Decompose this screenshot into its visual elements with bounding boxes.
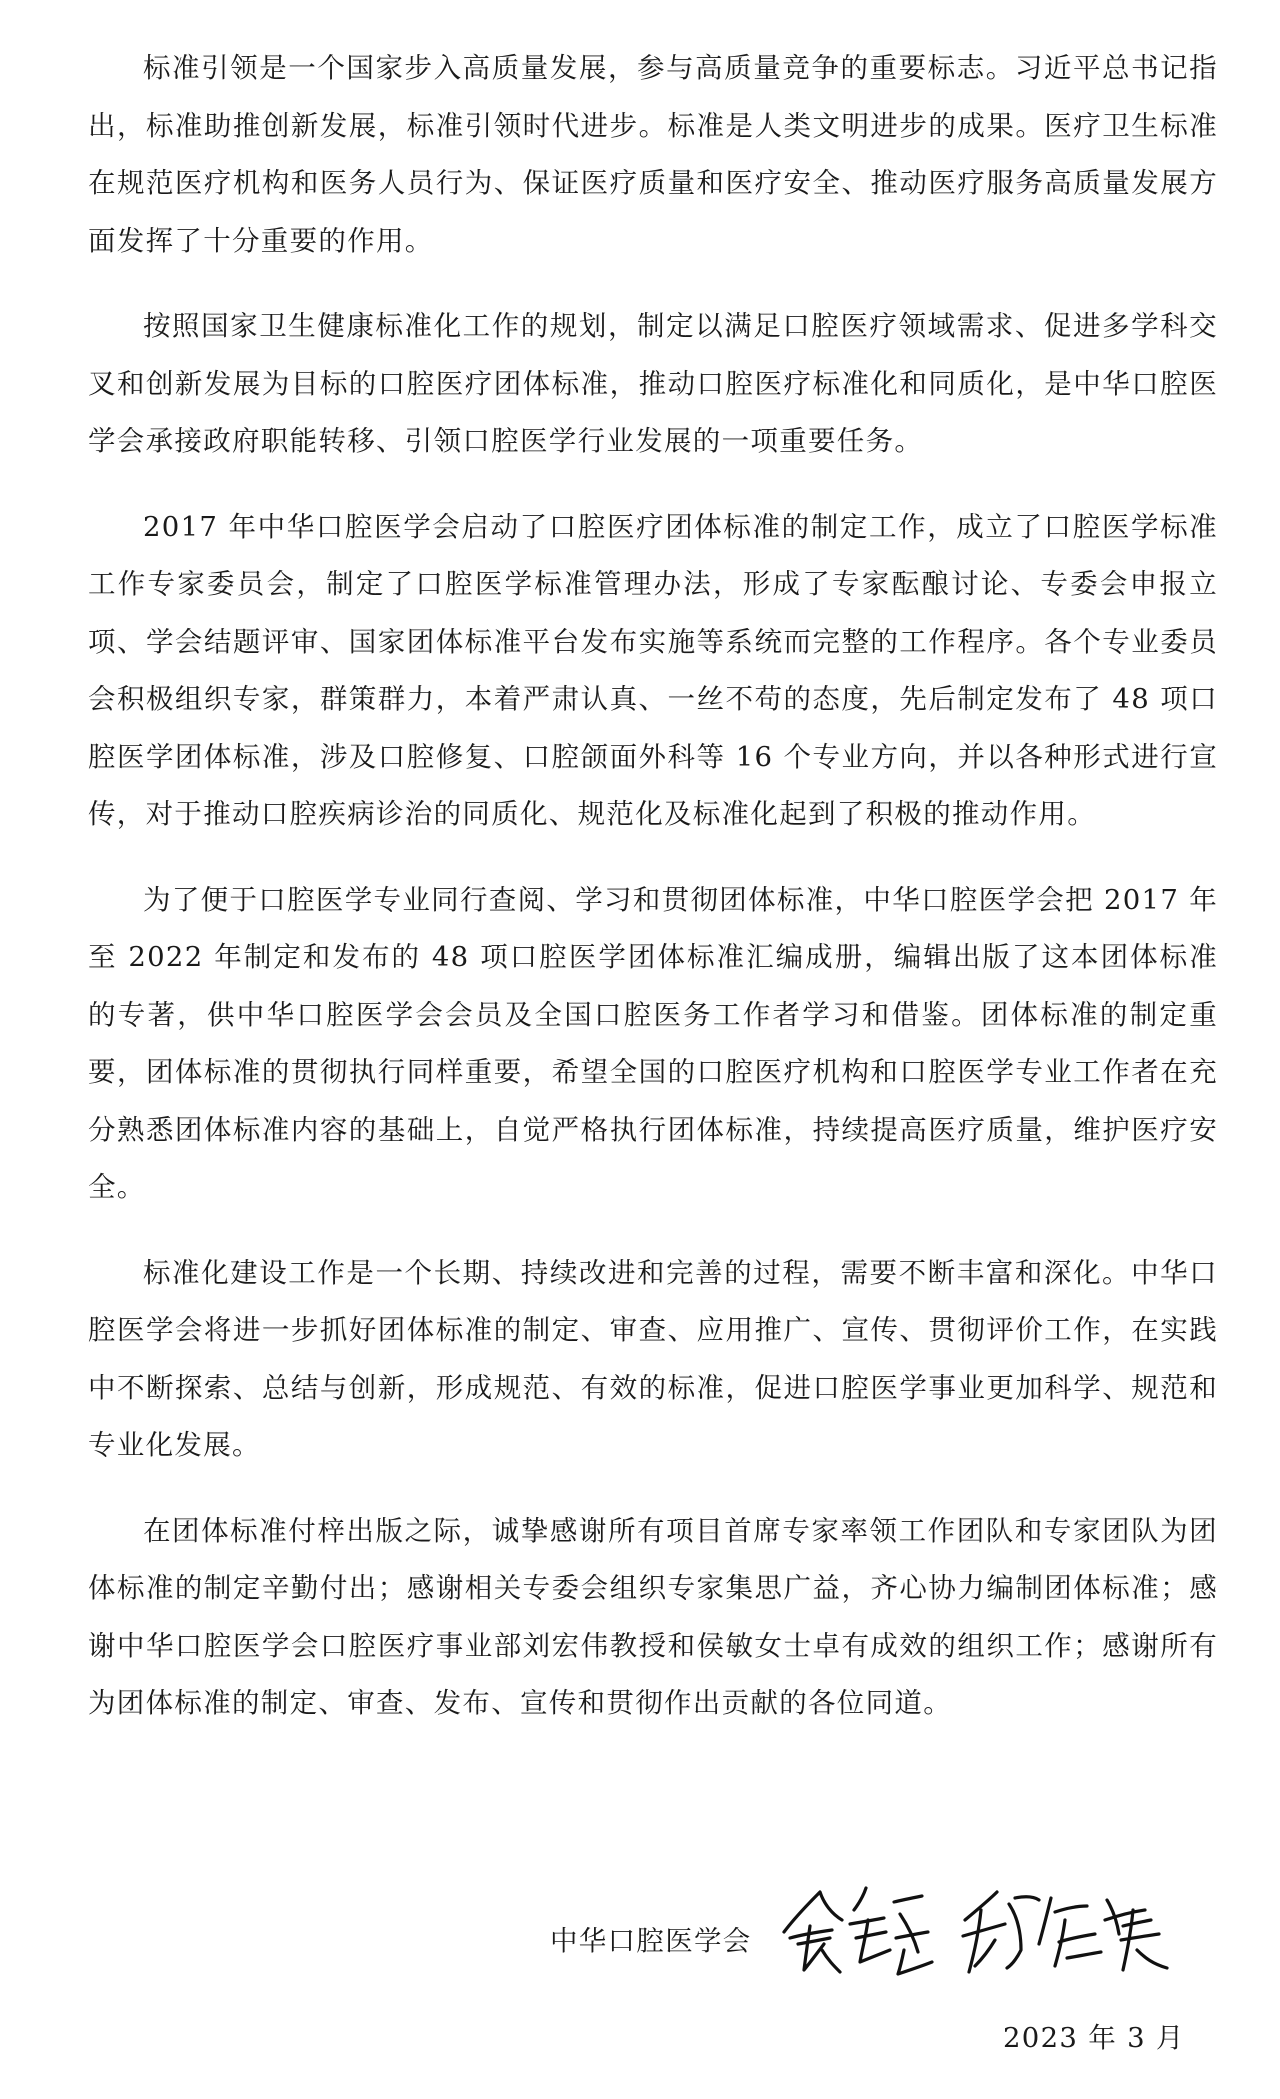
document-body bbox=[88, 40, 1218, 1761]
paragraph: 按照国家卫生健康标准化工作的规划，制定以满足口腔医疗领域需求、促进多学科交叉和创新发展为目标的口腔医疗团体标准，推动口腔医疗标准化和同质化，是中华口腔医学会承接政府职能转移、引领口腔医学行业发展的一项重要任务。 bbox=[88, 310, 1218, 457]
signature-1-graphic bbox=[776, 1880, 936, 1980]
signature-block bbox=[0, 1880, 1280, 2080]
paragraph: 2017 年中华口腔医学会启动了口腔医疗团体标准的制定工作，成立了口腔医学标准工作专家委员会，制定了口腔医学标准管理办法，形成了专家酝酿讨论、专委会申报立项、学会结题评审、国家团体标准平台发布实施等系统而完整的工作程序。各个专业委员会积极组织专家，群策群力，本着严肃认真、一丝不苟的态度，先后制定发布了 48 项口腔医学团体标准，涉及口腔修复、口腔颌面外科等 16 个专业方向，并以各种形式进行宣传，对于推动口腔疾病诊治的同质化、规范化及标准化起到了积极的推动作用。 bbox=[88, 510, 1218, 830]
handwritten-signature-1 bbox=[776, 1880, 936, 1980]
handwritten-signature-2 bbox=[955, 1880, 1175, 1980]
paragraph: 标准化建设工作是一个长期、持续改进和完善的过程，需要不断丰富和深化。中华口腔医学会将进一步抓好团体标准的制定、审查、应用推广、宣传、贯彻评价工作，在实践中不断探索、总结与创新，形成规范、有效的标准，促进口腔医学事业更加科学、规范和专业化发展。 bbox=[88, 1256, 1218, 1461]
paragraph: 为了便于口腔医学专业同行查阅、学习和贯彻团体标准，中华口腔医学会把 2017 年至 2022 年制定和发布的 48 项口腔医学团体标准汇编成册，编辑出版了这本团体标准的专著，供中华口腔医学会会员及全国口腔医务工作者学习和借鉴。团体标准的制定重要，团体标准的贯彻执行同样重要，希望全国的口腔医疗机构和口腔医学专业工作者在充分熟悉团体标准内容的基础上，自觉严格执行团体标准，持续提高医疗质量，维护医疗安全。 bbox=[88, 883, 1218, 1203]
organization-name: 中华口腔医学会 bbox=[550, 1925, 752, 1957]
paragraph: 在团体标准付梓出版之际，诚挚感谢所有项目首席专家率领工作团队和专家团队为团体标准的制定辛勤付出；感谢相关专委会组织专家集思广益，齐心协力编制团体标准；感谢中华口腔医学会口腔医疗事业部刘宏伟教授和侯敏女士卓有成效的组织工作；感谢所有为团体标准的制定、审查、发布、宣传和贯彻作出贡献的各位同道。 bbox=[88, 1514, 1218, 1719]
signature-2-graphic bbox=[955, 1880, 1175, 1980]
paragraph: 标准引领是一个国家步入高质量发展，参与高质量竞争的重要标志。习近平总书记指出，标准助推创新发展，标准引领时代进步。标准是人类文明进步的成果。医疗卫生标准在规范医疗机构和医务人员行为、保证医疗质量和医疗安全、推动医疗服务高质量发展方面发挥了十分重要的作用。 bbox=[88, 52, 1218, 257]
date: 2023 年 3 月 bbox=[1003, 2022, 1185, 2054]
